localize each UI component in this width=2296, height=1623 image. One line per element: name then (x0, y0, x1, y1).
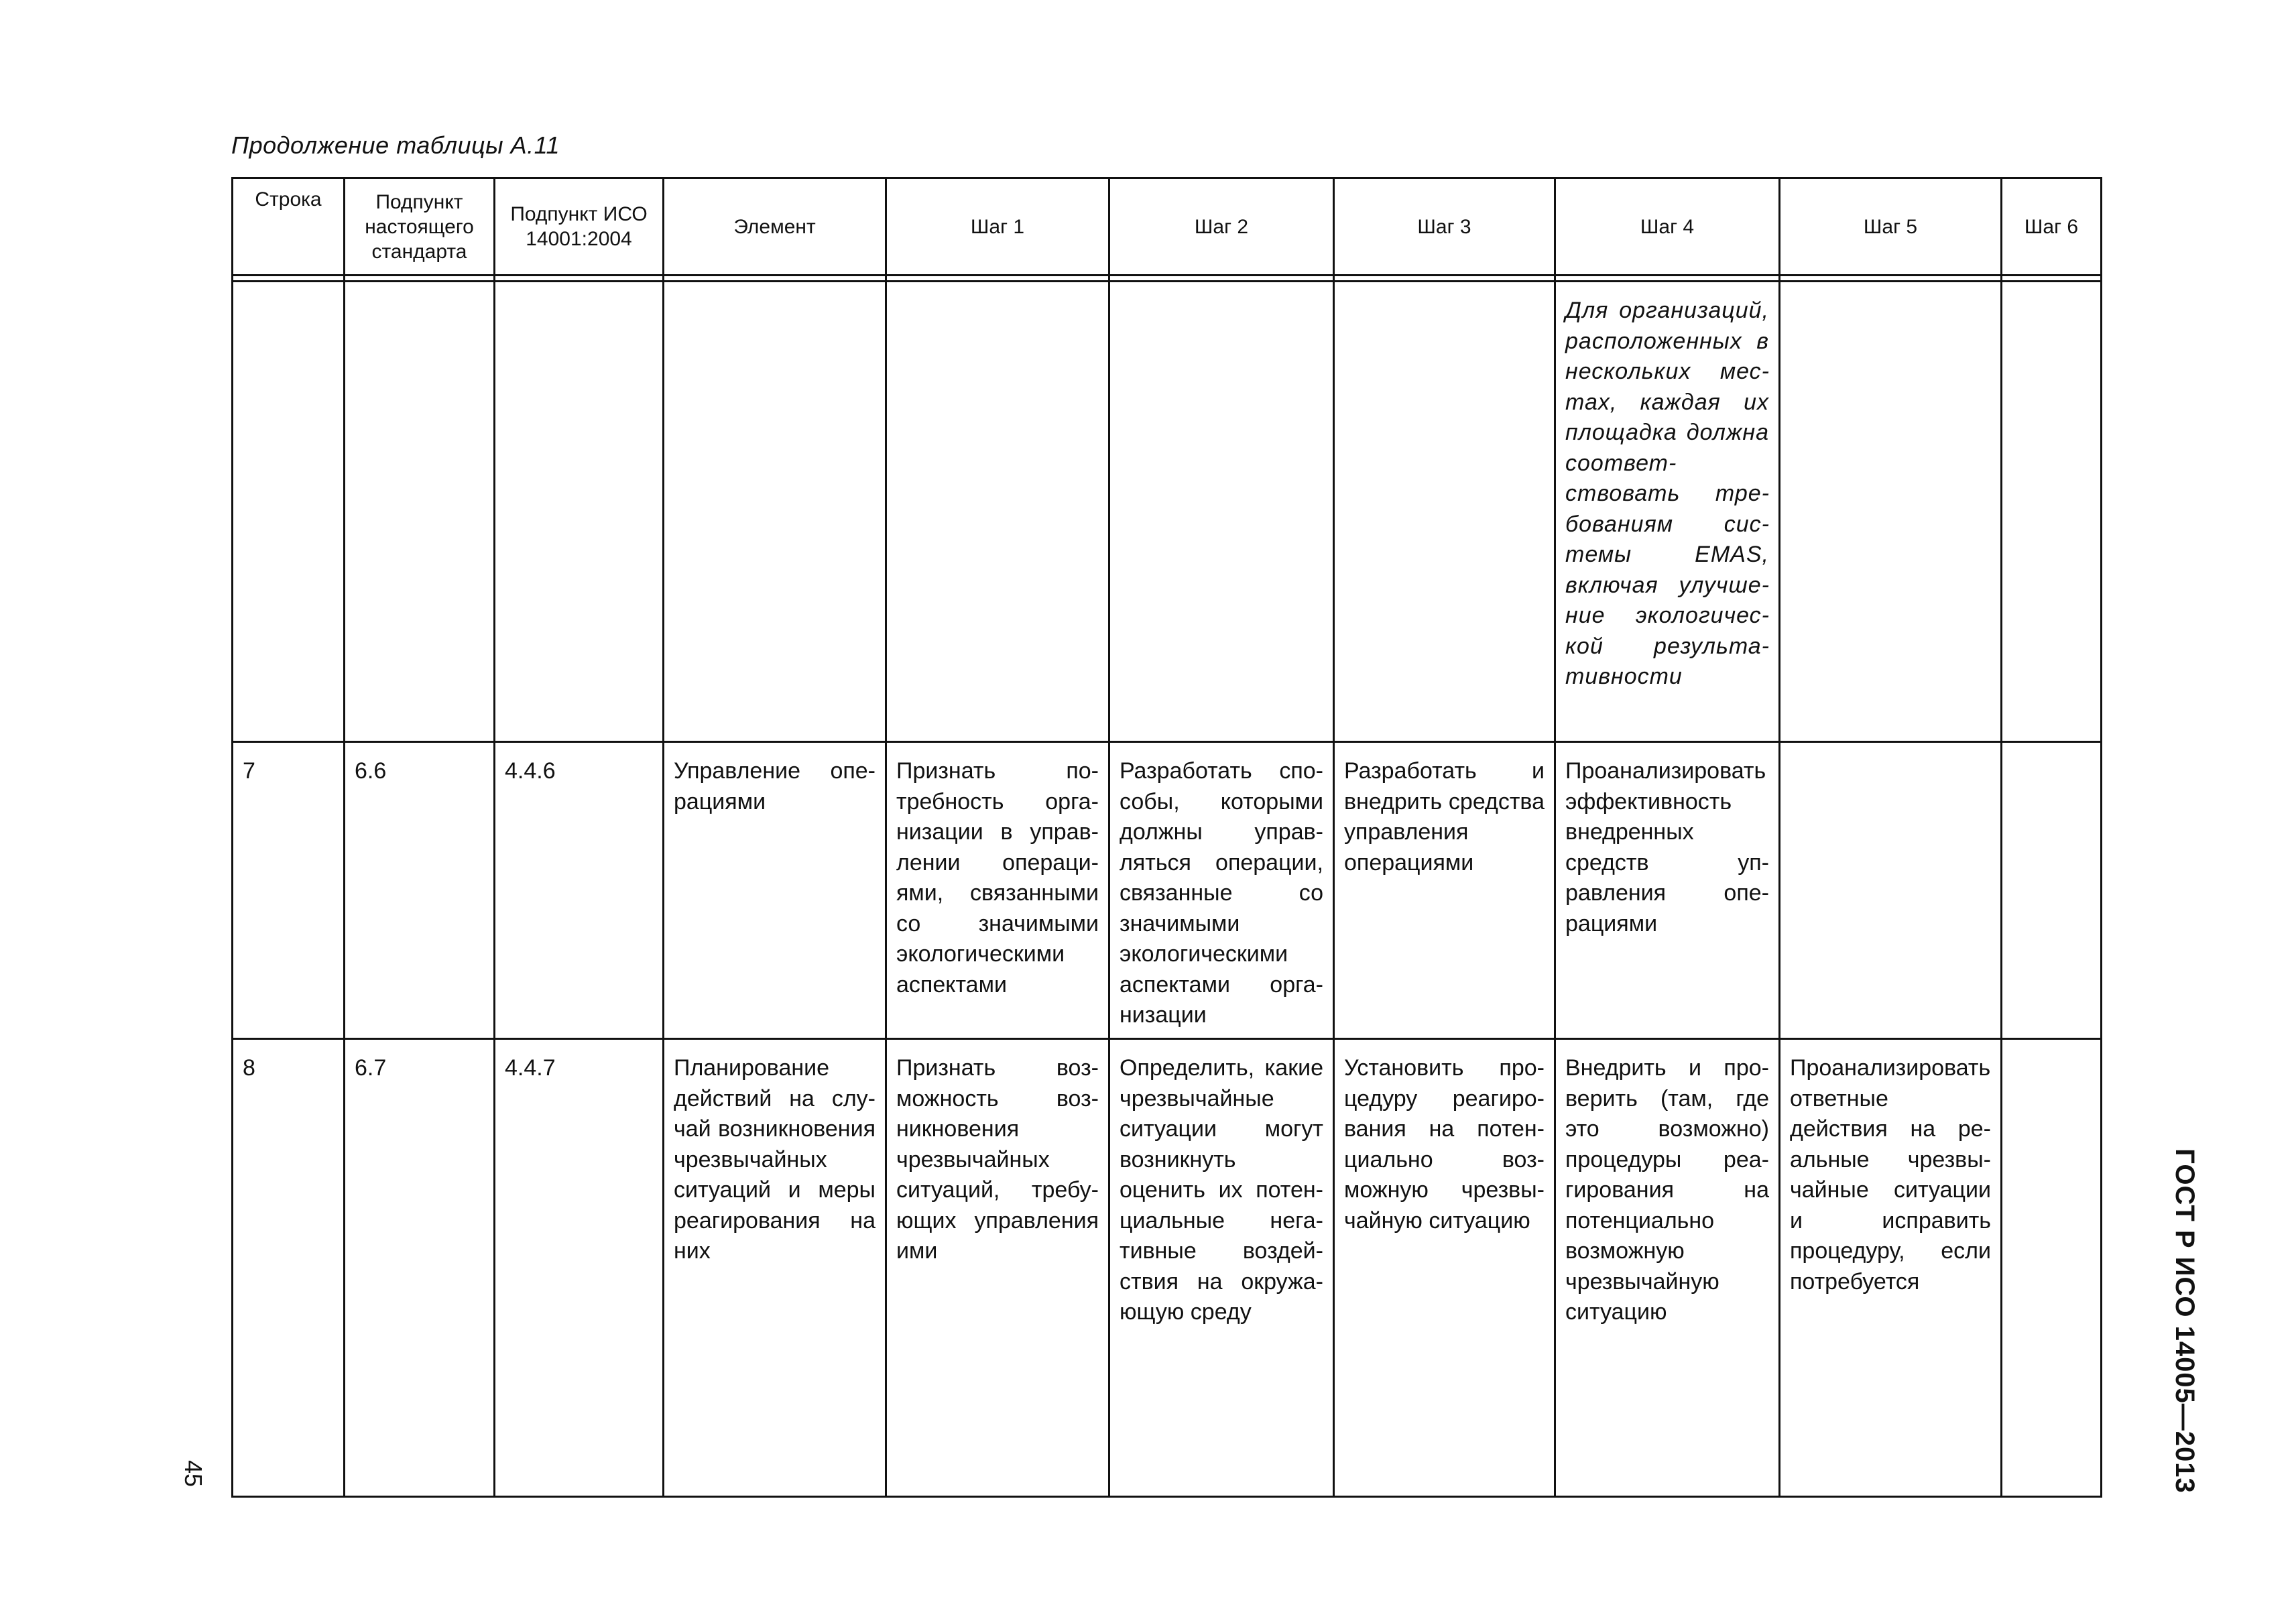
subclause-standard: 6.6 (355, 758, 387, 784)
header-separator (233, 276, 2102, 282)
document-designation-text: ГОСТ Р ИСО 14005—2013 (2169, 1148, 2199, 1494)
step-3-cell: Разработать и внедрить средства управления операциями (1344, 758, 1545, 876)
step-4-note: Для организаций, расположенных в нескольких местах, каждая их площадка должна соответствовать требованиям системы EMAS, включая улучшение экологической результативности (1565, 298, 1769, 689)
step-2-cell: Определить, какие чрезвычайные ситуации могут возникнуть оценить их потенциальные негативные воздействия на окружающую среду (1120, 1055, 1323, 1325)
element-cell: Управление операциями (674, 758, 875, 815)
steps-table (231, 177, 2102, 1498)
step-4-cell: Внедрить и проверить (там, где это возможно) процедуры реагирования на потенциально возможную чрезвычайную ситуацию (1565, 1055, 1769, 1325)
header-step-3: Шаг 3 (1334, 178, 1555, 276)
header-step-4: Шаг 4 (1555, 178, 1780, 276)
header-element: Элемент (664, 178, 886, 276)
row-number: 8 (243, 1055, 255, 1081)
subclause-standard: 6.7 (355, 1055, 387, 1081)
table-header-row (233, 178, 2102, 276)
table-row (233, 742, 2102, 1039)
table-caption: Продолжение таблицы А.11 (231, 131, 560, 159)
header-subclause-iso: Подпункт ИСО 14001:2004 (495, 178, 664, 276)
header-subclause-standard: Подпункт настоящего стандарта (345, 178, 495, 276)
row-number: 7 (243, 758, 255, 784)
header-step-6: Шаг 6 (2002, 178, 2102, 276)
step-5-cell (1780, 743, 2000, 756)
table-row (233, 1039, 2102, 1497)
step-1-cell: Признать возможность возникновения чрезвычайных ситуаций, требующих управления ими (896, 1055, 1099, 1264)
page-number-text: 45 (179, 1459, 207, 1488)
header-row-number: Строка (233, 178, 345, 276)
step-5-cell: Проанализировать ответные действия на реальные чрезвычайные ситуации и исправить процедуру, если потребуется (1790, 1055, 1991, 1295)
step-3-cell: Установить процедуру реагирования на потенциально возможную чрезвычайную ситуацию (1344, 1055, 1545, 1234)
step-2-cell: Разработать способы, которыми должны управляться операции, связанные со значимыми экологическими аспектами организации (1120, 758, 1323, 1028)
header-step-2: Шаг 2 (1109, 178, 1334, 276)
element-cell: Планирование действий на случай возникновения чрезвычайных ситуаций и меры реагирования на них (674, 1055, 875, 1264)
document-designation (2164, 1148, 2204, 1494)
step-4-cell: Проанализировать эффективность внедренных средств управления операциями (1565, 758, 1769, 937)
step-1-cell: Признать потребность организации в управлении операциями, связанными со значимыми экологическими аспектами (896, 758, 1099, 998)
step-6-cell (2002, 743, 2100, 756)
page-number (173, 1453, 213, 1494)
subclause-iso: 4.4.6 (505, 758, 556, 784)
header-step-1: Шаг 1 (886, 178, 1109, 276)
subclause-iso: 4.4.7 (505, 1055, 556, 1081)
table-row (233, 282, 2102, 742)
step-6-cell (2002, 1040, 2100, 1053)
header-step-5: Шаг 5 (1780, 178, 2002, 276)
